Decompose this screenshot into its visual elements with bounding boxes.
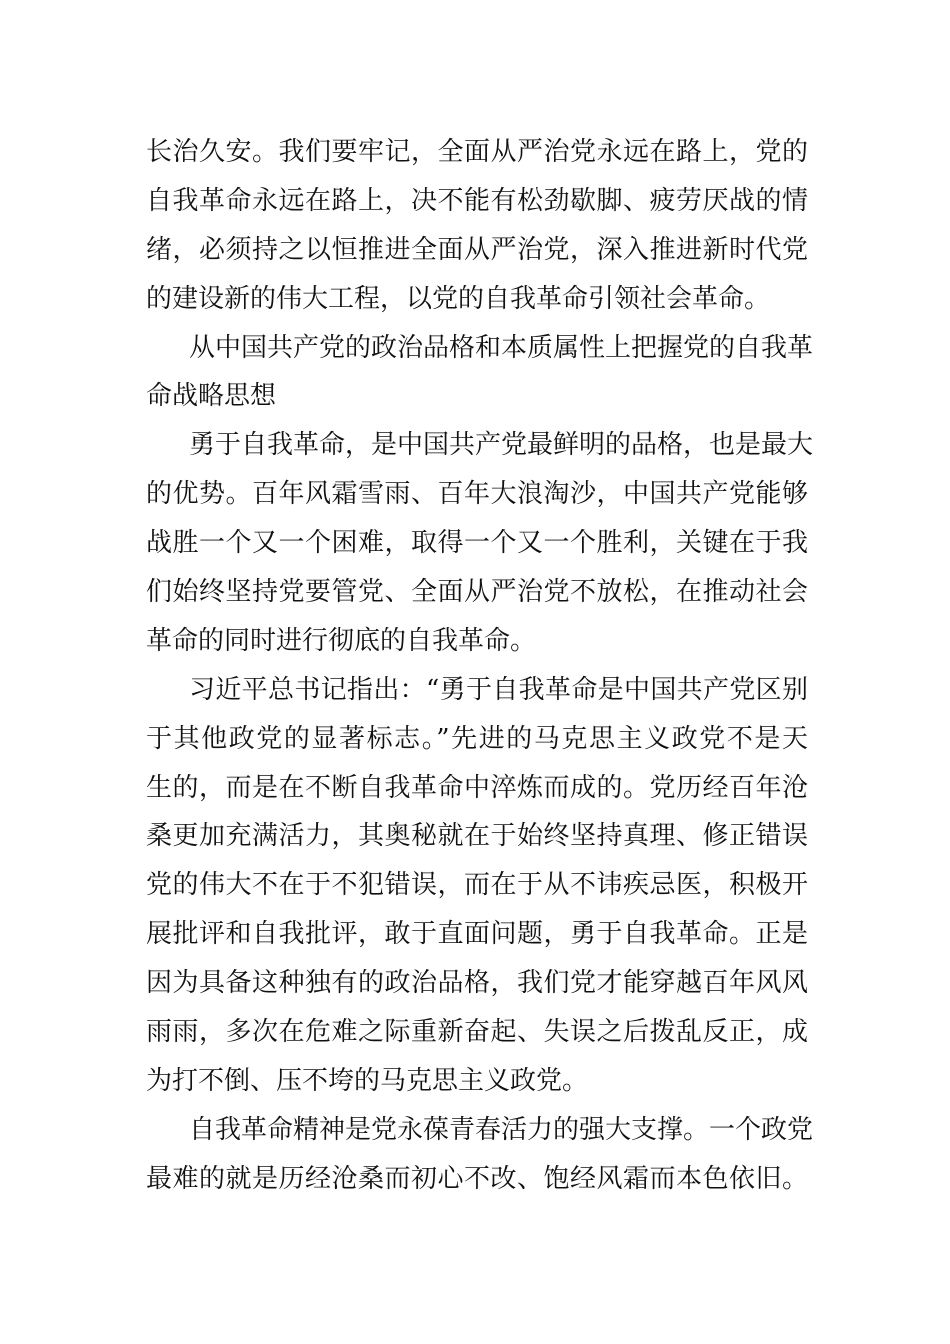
paragraph <box>146 128 808 324</box>
text-line: 雨雨，多次在危难之际重新奋起、失误之后拨乱反正，成 <box>146 1017 808 1048</box>
text-line: 勇于自我革命，是中国共产党最鲜明的品格，也是最大 <box>189 430 814 461</box>
text-line: 长治久安。我们要牢记，全面从严治党永远在路上，党的 <box>146 137 808 167</box>
paragraph <box>146 421 814 665</box>
text-line: 于其他政党的显著标志。”先进的马克思主义政党不是天 <box>146 723 808 754</box>
text-line: 绪，必须持之以恒推进全面从严治党，深入推进新时代党 <box>146 234 808 265</box>
text-line: 从中国共产党的政治品格和本质属性上把握党的自我革 <box>189 332 814 363</box>
paragraph <box>146 1106 814 1204</box>
section-heading <box>146 324 814 422</box>
text-line: 自我革命精神是党永葆青春活力的强大支撑。一个政党 <box>189 1114 814 1145</box>
text-line: 展批评和自我批评，敢于直面问题，勇于自我革命。正是 <box>146 919 808 950</box>
text-line: 的建设新的伟大工程，以党的自我革命引领社会革命。 <box>146 283 771 314</box>
paragraph <box>146 666 808 1106</box>
text-line: 自我革命永远在路上，决不能有松劲歇脚、疲劳厌战的情 <box>146 185 808 216</box>
text-line: 的优势。百年风霜雪雨、百年大浪淘沙，中国共产党能够 <box>146 479 808 510</box>
text-line: 因为具备这种独有的政治品格，我们党才能穿越百年风风 <box>146 968 808 999</box>
text-line: 们始终坚持党要管党、全面从严治党不放松，在推动社会 <box>146 577 808 608</box>
document-body <box>146 128 814 1204</box>
text-line: 命战略思想 <box>146 381 277 412</box>
text-line: 革命的同时进行彻底的自我革命。 <box>146 625 537 656</box>
text-line: 党的伟大不在于不犯错误，而在于从不讳疾忌医，积极开 <box>146 870 808 901</box>
text-line: 习近平总书记指出：“勇于自我革命是中国共产党区别 <box>189 674 808 705</box>
text-line: 生的，而是在不断自我革命中淬炼而成的。党历经百年沧 <box>146 772 808 803</box>
text-line: 为打不倒、压不垮的马克思主义政党。 <box>146 1065 589 1096</box>
text-line: 战胜一个又一个困难，取得一个又一个胜利，关键在于我 <box>146 528 808 559</box>
text-line: 桑更加充满活力，其奥秘就在于始终坚持真理、修正错误 <box>146 821 808 852</box>
text-line: 最难的就是历经沧桑而初心不改、饱经风霜而本色依旧。 <box>146 1163 808 1194</box>
